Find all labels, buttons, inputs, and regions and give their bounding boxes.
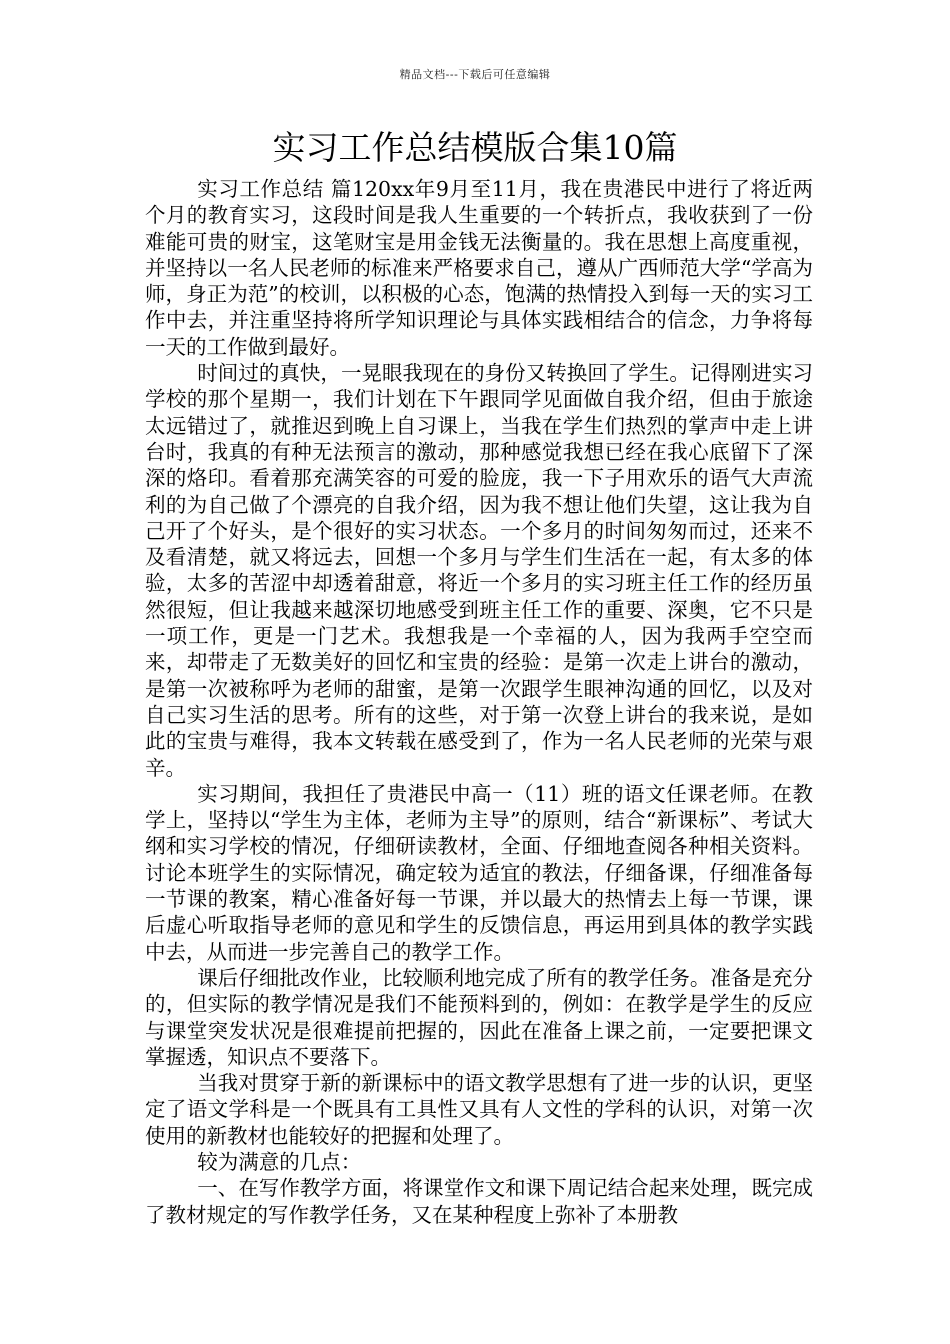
paragraph: 时间过的真快，一晃眼我现在的身份又转换回了学生。记得刚进实习学校的那个星期一，我们计划在下午跟同学见面做自我介绍，但由于旅途太远错过了，就推迟到晚上自习课上，当我在学生们热烈的掌声中走上讲台时，我真的有种无法预言的激动，那种感觉我想已经在我心底留下了深深的烙印。看着那充满笑容的可爱的脸庞，我一下子用欢乐的语气大声流利的为自己做了个漂亮的自我介绍，因为我不想让他们失望，这让我为自己开了个好头，是个很好的实习状态。一个多月的时间匆匆而过，还来不及看清楚，就又将远去，回想一个多月与学生们生活在一起，有太多的体验，太多的苦涩中却透着甜意，将近一个多月的实习班主任工作的经历虽然很短，但让我越来越深切地感受到班主任工作的重要、深奥，它不只是一项工作，更是一门艺术。我想我是一个幸福的人，因为我两手空空而来，却带走了无数美好的回忆和宝贵的经验：是第一次走上讲台的激动，是第一次被称呼为老师的甜蜜，是第一次跟学生眼神沟通的回忆，以及对自己实习生活的思考。所有的这些，对于第一次登上讲台的我来说，是如此的宝贵与难得，我本文转载在感受到了，作为一名人民老师的光荣与艰辛。 [145, 361, 813, 780]
document-title: 实习工作总结模版合集10篇 [272, 128, 678, 167]
paragraph: 实习期间，我担任了贵港民中高一（11）班的语文任课老师。在教学上，坚持以“学生为主体，老师为主导”的原则，结合“新课标”、考试大纲和实习学校的情况，仔细研读教材，全面、仔细地查阅各种相关资料。讨论本班学生的实际情况，确定较为适宜的教法，仔细备课，仔细准备每一节课的教案，精心准备好每一节课，并以最大的热情去上每一节课，课后虚心听取指导老师的意见和学生的反馈信息，再运用到具体的教学实践中去，从而进一步完善自己的教学工作。 [145, 781, 813, 964]
header-note: 精品文档---下载后可任意编辑 [399, 68, 551, 81]
paragraph: 一、在写作教学方面，将课堂作文和课下周记结合起来处理，既完成了教材规定的写作教学任务，又在某种程度上弥补了本册教 [145, 1176, 813, 1227]
paragraph: 较为满意的几点： [197, 1149, 362, 1174]
paragraph: 当我对贯穿于新的新课标中的语文教学思想有了进一步的认识，更坚定了语文学科是一个既具有工具性又具有人文性的学科的认识，对第一次使用的新教材也能较好的把握和处理了。 [145, 1071, 813, 1148]
paragraph: 课后仔细批改作业，比较顺利地完成了所有的教学任务。准备是充分的，但实际的教学情况是我们不能预料到的，例如：在教学是学生的反应与课堂突发状况是很难提前把握的，因此在准备上课之前，一定要把课文掌握透，知识点不要落下。 [145, 965, 813, 1069]
paragraph: 实习工作总结 篇120xx年9月至11月，我在贵港民中进行了将近两个月的教育实习，这段时间是我人生重要的一个转折点，我收获到了一份难能可贵的财宝，这笔财宝是用金钱无法衡量的。我在思想上高度重视，并坚持以一名人民老师的标准来严格要求自己，遵从广西师范大学“学高为师，身正为范”的校训，以积极的心态，饱满的热情投入到每一天的实习工作中去，并注重坚持将所学知识理论与具体实践相结合的信念，力争将每一天的工作做到最好。 [145, 177, 813, 359]
document-body [145, 176, 813, 1228]
